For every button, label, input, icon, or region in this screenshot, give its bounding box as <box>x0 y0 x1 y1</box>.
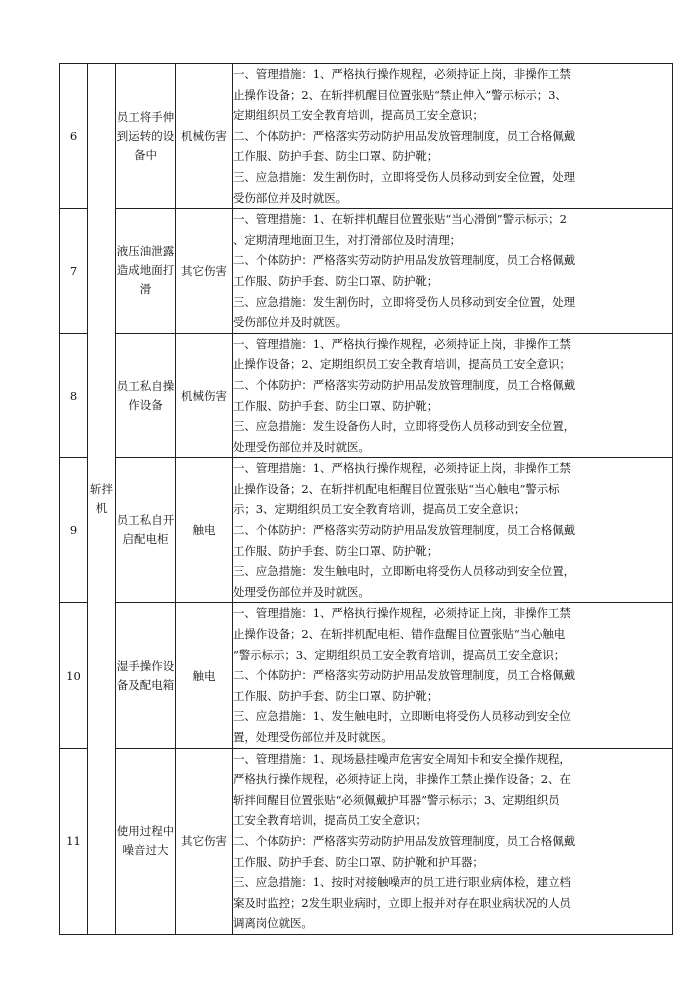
table-row <box>60 748 673 934</box>
measure-line: 二、个体防护：严格落实劳动防护用品发放管理制度，员工合格佩戴 <box>233 668 575 683</box>
injury-type: 机械伤害 <box>176 64 233 209</box>
measure-line: 处理受伤部位并及时就医。 <box>233 439 370 454</box>
injury-type: 触电 <box>176 458 233 603</box>
measure-line: 工作服、防护手套、防尘口罩、防护靴； <box>233 543 439 558</box>
table-row <box>60 458 673 603</box>
measure-line: 二、个体防护：严格落实劳动防护用品发放管理制度，员工合格佩戴 <box>233 128 575 143</box>
hazard-description: 员工私自操作设备 <box>116 333 176 458</box>
measure-line: 一、管理措施：1、严格执行操作规程，必须持证上岗，非操作工禁 <box>233 67 571 81</box>
measure-line: 止操作设备；2、在斩拌机醒目位置张贴“禁止伸入”警示标示；3、 <box>233 87 567 102</box>
measure-line: 三、应急措施：1、按时对接触噪声的员工进行职业病体检，建立档 <box>233 875 571 890</box>
work-area-label: 斩拌 <box>90 481 113 496</box>
measure-line: 、定期清理地面卫生，对打滑部位及时清理； <box>233 232 461 247</box>
control-measures <box>233 333 673 458</box>
measure-line: 三、应急措施：发生设备伤人时，立即将受伤人员移动到安全位置， <box>233 419 575 434</box>
measure-line: 一、管理措施：1、在斩拌机醒目位置张贴“当心滑倒”警示标示；2 <box>233 212 567 227</box>
measure-line: 二、个体防护：严格落实劳动防护用品发放管理制度，员工合格佩戴 <box>233 523 575 538</box>
injury-type: 其它伤害 <box>176 209 233 334</box>
table-row <box>60 333 673 458</box>
measure-line: 受伤部位并及时就医。 <box>233 315 347 330</box>
work-area-cell <box>88 64 116 935</box>
injury-type: 其它伤害 <box>176 748 233 934</box>
row-number: 7 <box>60 209 88 334</box>
measure-line: 工作服、防护手套、防尘口罩、防护靴； <box>233 149 439 164</box>
measure-line: 示；3、定期组织员工安全教育培训，提高员工安全意识； <box>233 502 526 517</box>
measure-line: 工安全教育培训，提高员工安全意识； <box>233 813 427 828</box>
measure-line: 工作服、防护手套、防尘口罩、防护靴； <box>233 273 439 288</box>
measure-line: 受伤部位并及时就医。 <box>233 190 347 205</box>
hazard-description: 员工将手伸到运转的设备中 <box>116 64 176 209</box>
risk-control-table <box>59 63 673 935</box>
measure-line: 严格执行操作规程，必须持证上岗，非操作工禁止操作设备；2、在 <box>233 772 571 787</box>
row-number: 9 <box>60 458 88 603</box>
measure-line: 二、个体防护：严格落实劳动防护用品发放管理制度，员工合格佩戴 <box>233 833 575 848</box>
measure-line: 置，处理受伤部位并及时就医。 <box>233 730 393 744</box>
control-measures <box>233 603 673 748</box>
measure-line: 定期组织员工安全教育培训，提高员工安全意识； <box>233 108 484 123</box>
measure-line: 二、个体防护：严格落实劳动防护用品发放管理制度，员工合格佩戴 <box>233 377 575 392</box>
work-area-label: 机 <box>95 500 108 515</box>
measure-line: 三、应急措施：发生触电时，立即断电将受伤人员移动到安全位置， <box>233 564 575 579</box>
hazard-description: 员工私自开启配电柜 <box>116 458 176 603</box>
table-row <box>60 64 673 209</box>
measure-line: 工作服、防护手套、防尘口罩、防护靴和护耳器； <box>233 854 484 869</box>
measure-line: 一、管理措施：1、严格执行操作规程，必须持证上岗，非操作工禁 <box>233 336 571 351</box>
hazard-description: 湿手操作设备及配电箱 <box>116 603 176 748</box>
measure-line: 一、管理措施：1、严格执行操作规程，必须持证上岗，非操作工禁 <box>233 606 571 621</box>
measure-line: 三、应急措施：发生割伤时，立即将受伤人员移动到安全位置，处理 <box>233 169 575 184</box>
row-number: 11 <box>60 748 88 934</box>
measure-line: 止操作设备；2、在斩拌机配电柜、错作盘醒目位置张贴“当心触电 <box>233 627 566 642</box>
measure-line: 三、应急措施：发生割伤时，立即将受伤人员移动到安全位置，处理 <box>233 294 575 309</box>
measure-line: 工作服、防护手套、防尘口罩、防护靴； <box>233 688 439 703</box>
control-measures <box>233 458 673 603</box>
measure-line: 二、个体防护：严格落实劳动防护用品发放管理制度，员工合格佩戴 <box>233 253 575 268</box>
injury-type: 触电 <box>176 603 233 748</box>
measure-line: 一、管理措施：1、严格执行操作规程，必须持证上岗，非操作工禁 <box>233 461 571 476</box>
hazard-description: 液压油泄露造成地面打滑 <box>116 209 176 334</box>
measure-line: 案及时监控；2发生职业病时，立即上报并对存在职业病状况的人员 <box>233 895 571 910</box>
row-number: 6 <box>60 64 88 209</box>
measure-line: 一、管理措施：1、现场悬挂噪声危害安全周知卡和安全操作规程， <box>233 751 571 766</box>
hazard-description: 使用过程中噪音过大 <box>116 748 176 934</box>
measure-line: 调离岗位就医。 <box>233 916 313 931</box>
table-row <box>60 603 673 748</box>
measure-line: 止操作设备；2、定期组织员工安全教育培训，提高员工安全意识； <box>233 357 571 372</box>
row-number: 8 <box>60 333 88 458</box>
table-row <box>60 209 673 334</box>
injury-type: 机械伤害 <box>176 333 233 458</box>
measure-line: ”警示标示；3、定期组织员工安全教育培训，提高员工安全意识； <box>233 647 566 662</box>
measure-line: 处理受伤部位并及时就医。 <box>233 584 370 599</box>
control-measures <box>233 64 673 209</box>
control-measures <box>233 748 673 934</box>
measure-line: 三、应急措施：1、发生触电时，立即断电将受伤人员移动到安全位 <box>233 709 571 724</box>
measure-line: 斩拌间醒目位置张贴“必须佩戴护耳器”警示标示；3、定期组织员 <box>233 792 560 807</box>
row-number: 10 <box>60 603 88 748</box>
control-measures <box>233 209 673 334</box>
measure-line: 止操作设备；2、在斩拌机配电柜醒目位置张贴“当心触电”警示标 <box>233 481 560 496</box>
measure-line: 工作服、防护手套、防尘口罩、防护靴； <box>233 398 439 413</box>
